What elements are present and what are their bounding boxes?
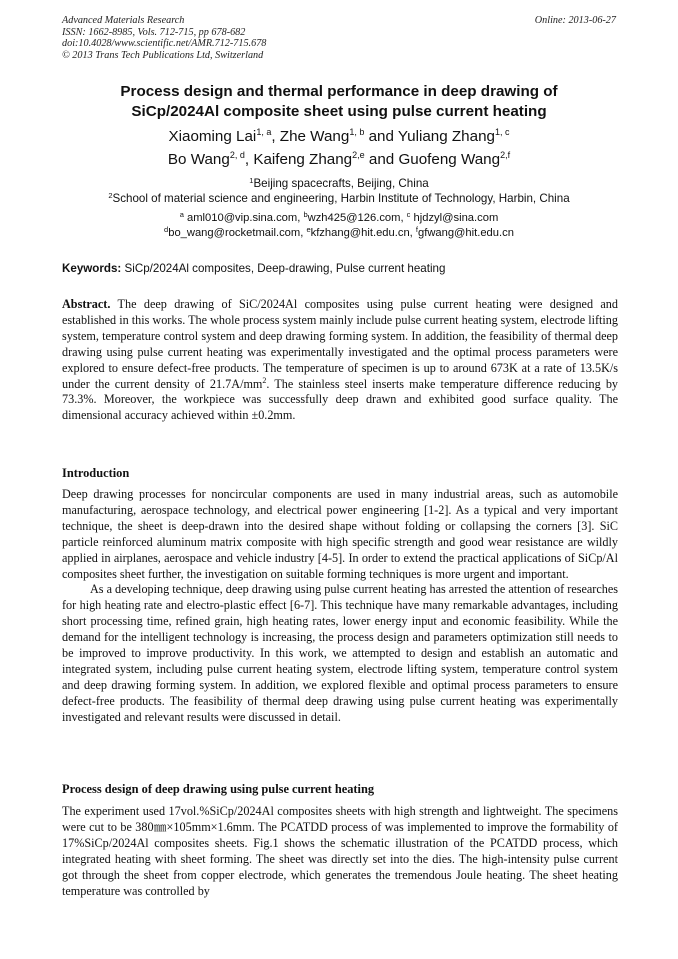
introduction-paragraph-2: As a developing technique, deep drawing using pulse current heating has arrested the attention of researches for high heating rate and electro-plastic effect [6-7]. This technique have many remarkable advantages, including short processing time, refined grain, high heating rates, lower energy input and economic feasibility. While the demand for the intelligent technology is increasing, the process design and parameters optimization still needs to be improved to improve productivity. In this work, we attempted to design and establish an automatic and integrated system, including pulse current heating system, electrode lifting system, temperature control system and deep drawing forming system. In addition, we explored flexible and optimal process parameters to ensure defect-free products. The feasibility of thermal deep drawing using pulse current heating was experimentally investigated and relevant results were discussed in detail.	[62, 582, 618, 724]
journal-name: Advanced Materials Research	[62, 15, 185, 26]
introduction-paragraph-1: Deep drawing processes for noncircular components are used in many industrial areas, such as automobile manufacturing, aerospace technology, and electrical power engineering [1-2]. As a typical and very important technique, the sheet is deep-drawn into the desired shape without folding or collapsing the corners [3]. SiC particle reinforced aluminum matrix composite with high specific strength and good wear resistance are wildly applied in airplanes, aerospace and vehicle industry [4-5]. In order to extend the practical applications of SiCp/Al composites sheet further, the investigation on suitable forming techniques is more urgent and important.	[62, 487, 618, 581]
author-affil-sup: 1, b	[349, 127, 365, 137]
copyright-line: © 2013 Trans Tech Publications Ltd, Switzerland	[62, 49, 264, 61]
email-marker: e	[306, 224, 311, 234]
author-name: Xiaoming Lai	[168, 128, 257, 145]
author-name: Guofeng Wang	[398, 151, 501, 168]
doi-line: doi:10.4028/www.scientific.net/AMR.712-715.678	[62, 38, 267, 50]
email-marker: c	[406, 210, 411, 219]
abstract-superscript: 2	[262, 375, 267, 385]
email-line-1	[20, 211, 658, 226]
online-date: Online: 2013-06-27	[534, 15, 616, 26]
section-heading-process-design: Process design of deep drawing using pulse current heating	[62, 782, 375, 796]
author-separator: ,	[244, 151, 250, 168]
author-name: Kaifeng Zhang	[253, 151, 353, 168]
email-line-2	[20, 226, 658, 241]
author-affil-sup: 1, a	[256, 127, 272, 137]
email-marker: a	[179, 210, 184, 219]
process-design-body	[62, 804, 618, 899]
affiliation-1	[20, 177, 658, 192]
affiliation-text: School of material science and engineering, Harbin Institute of Technology, Harbin, China	[112, 191, 570, 205]
author-affil-sup: 1, c	[494, 127, 510, 137]
author-name: Yuliang Zhang	[397, 128, 495, 145]
affiliation-marker: 2	[108, 190, 113, 200]
process-design-paragraph-1: The experiment used 17vol.%SiCp/2024Al composites sheets with high strength and lightweight. The specimens were cut to be 380㎜×105mm×1.6mm. The PCATDD process of was implemented to improve the formability of 17%SiCp/2024Al composites sheets. Fig.1 shows the schematic illustration of the PCATDD process, which integrated heating with sheet forming. The sheet was directly set into the dies. The high-intensity pulse current got through the sheet from copper electrode, which generates the tremendous Joule heating. The sheet heating temperature was controlled by	[62, 804, 618, 898]
email-address[interactable]: gfwang@hit.edu.cn	[417, 226, 514, 239]
email-address[interactable]: kfzhang@hit.edu.cn,	[310, 226, 413, 239]
affiliation-2	[20, 192, 658, 207]
publication-meta	[62, 15, 266, 61]
abstract-text: The deep drawing of SiC/2024Al composites using pulse current heating were designed and established in this works. The whole process system mainly include pulse current heating system, electrode lifting system, temperature control system and deep drawing forming system. In addition, the feasibility of thermal deep drawing using pulse current heating was experimentally investigated and the optimal process parameters were explored to ensure defect-free products. The temperature of specimen is up to around 673K at a rate of 13.5K/s under the current density of 21.7A/mm	[62, 297, 618, 391]
email-marker: d	[164, 224, 169, 234]
email-address[interactable]: wzh425@126.com,	[307, 212, 404, 224]
affiliation-text: Beijing spacecrafts, Beijing, China	[253, 177, 429, 190]
issn-line: ISSN: 1662-8985, Vols. 712-715, pp 678-682	[62, 26, 246, 38]
keywords-text: SiCp/2024Al composites, Deep-drawing, Pulse current heating	[124, 262, 446, 275]
author-line-2	[40, 148, 638, 171]
abstract-text-end: . The stainless steel inserts make temperature difference reducing by 73.3%. Moreover, the workpiece was successfully deep drawn and exhibited good surface quality. The dimensional accuracy achieved within ±0.2mm.	[62, 376, 619, 423]
introduction-body	[62, 487, 618, 726]
paper-title	[40, 82, 638, 122]
email-address[interactable]: aml010@vip.sina.com,	[187, 212, 301, 224]
email-address[interactable]: hjdzyl@sina.com	[413, 212, 499, 224]
author-affil-sup: 2,f	[500, 150, 511, 160]
author-emails	[20, 211, 658, 240]
affiliations	[20, 177, 658, 206]
author-line-1	[40, 125, 638, 148]
email-marker: b	[303, 210, 308, 219]
abstract-label: Abstract.	[62, 297, 111, 311]
author-affil-sup: 2, d	[229, 150, 245, 160]
title-line-2: SiCp/2024Al composite sheet using pulse current heating	[131, 103, 547, 120]
keywords-label: Keywords:	[62, 262, 122, 275]
author-affil-sup: 2,e	[352, 150, 365, 160]
author-list	[40, 125, 638, 171]
title-line-1: Process design and thermal performance in deep drawing of	[120, 83, 558, 100]
section-heading-introduction: Introduction	[62, 466, 130, 480]
author-separator: and	[368, 151, 395, 168]
author-separator: ,	[271, 128, 276, 145]
author-name: Zhe Wang	[279, 128, 350, 145]
author-name: Bo Wang	[167, 151, 230, 168]
author-separator: and	[368, 128, 394, 145]
affiliation-marker: 1	[249, 176, 254, 185]
keywords	[62, 262, 618, 275]
email-address[interactable]: bo_wang@rocketmail.com,	[168, 226, 304, 239]
abstract	[62, 297, 618, 424]
email-marker: f	[415, 224, 418, 234]
